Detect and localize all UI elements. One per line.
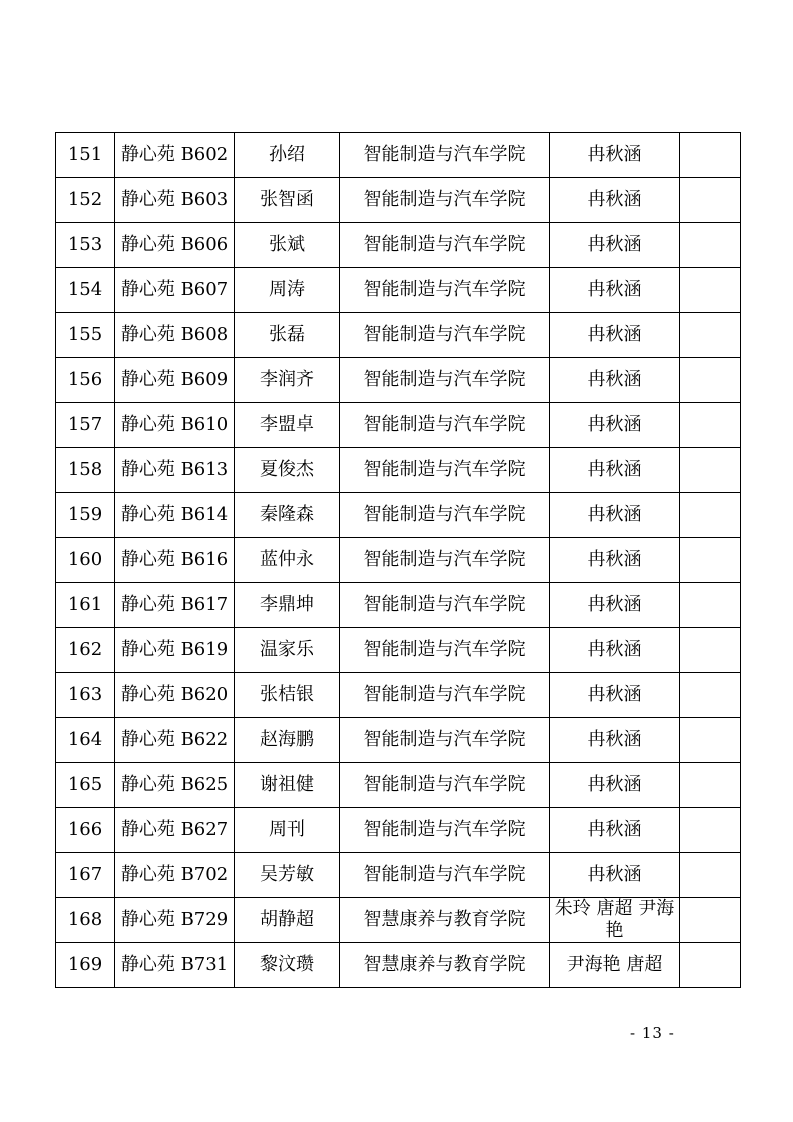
table-row <box>56 583 741 628</box>
row-number-cell: 165 <box>56 763 115 808</box>
college-cell: 智能制造与汽车学院 <box>340 178 550 223</box>
table-row <box>56 403 741 448</box>
remarks-cell <box>680 223 741 268</box>
table-row <box>56 268 741 313</box>
room-cell: 静心苑 B627 <box>115 808 235 853</box>
student-name-cell: 赵海鹏 <box>235 718 340 763</box>
room-cell: 静心苑 B619 <box>115 628 235 673</box>
row-number-cell: 167 <box>56 853 115 898</box>
room-cell: 静心苑 B625 <box>115 763 235 808</box>
room-cell: 静心苑 B613 <box>115 448 235 493</box>
row-number-cell: 156 <box>56 358 115 403</box>
page-number: - 13 - <box>630 1024 675 1042</box>
college-cell: 智能制造与汽车学院 <box>340 628 550 673</box>
student-name-cell: 周涛 <box>235 268 340 313</box>
staff-cell: 冉秋涵 <box>550 268 680 313</box>
room-cell: 静心苑 B616 <box>115 538 235 583</box>
student-name-cell: 李鼎坤 <box>235 583 340 628</box>
room-cell: 静心苑 B702 <box>115 853 235 898</box>
remarks-cell <box>680 448 741 493</box>
row-number-cell: 166 <box>56 808 115 853</box>
row-number-cell: 152 <box>56 178 115 223</box>
table-row <box>56 808 741 853</box>
room-cell: 静心苑 B731 <box>115 943 235 988</box>
college-cell: 智能制造与汽车学院 <box>340 853 550 898</box>
student-name-cell: 张斌 <box>235 223 340 268</box>
college-cell: 智慧康养与教育学院 <box>340 898 550 943</box>
roster-table-body <box>56 133 741 988</box>
remarks-cell <box>680 403 741 448</box>
room-cell: 静心苑 B729 <box>115 898 235 943</box>
row-number-cell: 159 <box>56 493 115 538</box>
table-row <box>56 628 741 673</box>
remarks-cell <box>680 628 741 673</box>
row-number-cell: 164 <box>56 718 115 763</box>
staff-cell: 冉秋涵 <box>550 133 680 178</box>
student-name-cell: 谢祖健 <box>235 763 340 808</box>
table-row <box>56 898 741 943</box>
table-row <box>56 313 741 358</box>
table-row <box>56 718 741 763</box>
staff-cell: 冉秋涵 <box>550 763 680 808</box>
staff-cell: 冉秋涵 <box>550 718 680 763</box>
remarks-cell <box>680 313 741 358</box>
student-name-cell: 周刊 <box>235 808 340 853</box>
row-number-cell: 154 <box>56 268 115 313</box>
room-cell: 静心苑 B608 <box>115 313 235 358</box>
student-name-cell: 夏俊杰 <box>235 448 340 493</box>
remarks-cell <box>680 673 741 718</box>
student-name-cell: 秦隆森 <box>235 493 340 538</box>
remarks-cell <box>680 268 741 313</box>
remarks-cell <box>680 808 741 853</box>
table-row <box>56 223 741 268</box>
room-cell: 静心苑 B610 <box>115 403 235 448</box>
staff-cell: 冉秋涵 <box>550 538 680 583</box>
table-row <box>56 358 741 403</box>
college-cell: 智能制造与汽车学院 <box>340 673 550 718</box>
student-name-cell: 李润齐 <box>235 358 340 403</box>
row-number-cell: 162 <box>56 628 115 673</box>
staff-cell: 朱玲 唐超 尹海艳 <box>550 898 680 943</box>
room-cell: 静心苑 B622 <box>115 718 235 763</box>
student-name-cell: 张智函 <box>235 178 340 223</box>
remarks-cell <box>680 898 741 943</box>
remarks-cell <box>680 943 741 988</box>
staff-cell: 冉秋涵 <box>550 223 680 268</box>
college-cell: 智能制造与汽车学院 <box>340 493 550 538</box>
staff-cell: 冉秋涵 <box>550 358 680 403</box>
college-cell: 智能制造与汽车学院 <box>340 718 550 763</box>
student-name-cell: 黎汶瓒 <box>235 943 340 988</box>
student-name-cell: 胡静超 <box>235 898 340 943</box>
remarks-cell <box>680 583 741 628</box>
college-cell: 智能制造与汽车学院 <box>340 583 550 628</box>
table-row <box>56 673 741 718</box>
college-cell: 智能制造与汽车学院 <box>340 313 550 358</box>
staff-cell: 冉秋涵 <box>550 808 680 853</box>
college-cell: 智能制造与汽车学院 <box>340 223 550 268</box>
row-number-cell: 153 <box>56 223 115 268</box>
college-cell: 智能制造与汽车学院 <box>340 808 550 853</box>
college-cell: 智慧康养与教育学院 <box>340 943 550 988</box>
college-cell: 智能制造与汽车学院 <box>340 358 550 403</box>
student-name-cell: 孙绍 <box>235 133 340 178</box>
room-cell: 静心苑 B602 <box>115 133 235 178</box>
remarks-cell <box>680 178 741 223</box>
college-cell: 智能制造与汽车学院 <box>340 763 550 808</box>
table-row <box>56 853 741 898</box>
staff-cell: 冉秋涵 <box>550 403 680 448</box>
student-name-cell: 张磊 <box>235 313 340 358</box>
table-row <box>56 763 741 808</box>
student-name-cell: 李盟卓 <box>235 403 340 448</box>
row-number-cell: 157 <box>56 403 115 448</box>
room-cell: 静心苑 B607 <box>115 268 235 313</box>
table-row <box>56 943 741 988</box>
student-name-cell: 温家乐 <box>235 628 340 673</box>
dormitory-roster-table <box>55 132 741 988</box>
row-number-cell: 169 <box>56 943 115 988</box>
room-cell: 静心苑 B617 <box>115 583 235 628</box>
staff-cell: 冉秋涵 <box>550 313 680 358</box>
row-number-cell: 161 <box>56 583 115 628</box>
room-cell: 静心苑 B606 <box>115 223 235 268</box>
student-name-cell: 张桔银 <box>235 673 340 718</box>
remarks-cell <box>680 358 741 403</box>
room-cell: 静心苑 B614 <box>115 493 235 538</box>
table-row <box>56 448 741 493</box>
row-number-cell: 158 <box>56 448 115 493</box>
staff-cell: 冉秋涵 <box>550 853 680 898</box>
room-cell: 静心苑 B620 <box>115 673 235 718</box>
table-row <box>56 178 741 223</box>
college-cell: 智能制造与汽车学院 <box>340 448 550 493</box>
college-cell: 智能制造与汽车学院 <box>340 133 550 178</box>
room-cell: 静心苑 B609 <box>115 358 235 403</box>
table-row <box>56 493 741 538</box>
remarks-cell <box>680 718 741 763</box>
staff-cell: 冉秋涵 <box>550 448 680 493</box>
college-cell: 智能制造与汽车学院 <box>340 538 550 583</box>
remarks-cell <box>680 133 741 178</box>
row-number-cell: 151 <box>56 133 115 178</box>
row-number-cell: 163 <box>56 673 115 718</box>
row-number-cell: 168 <box>56 898 115 943</box>
student-name-cell: 蓝仲永 <box>235 538 340 583</box>
student-name-cell: 吴芳敏 <box>235 853 340 898</box>
remarks-cell <box>680 493 741 538</box>
row-number-cell: 160 <box>56 538 115 583</box>
remarks-cell <box>680 853 741 898</box>
college-cell: 智能制造与汽车学院 <box>340 268 550 313</box>
row-number-cell: 155 <box>56 313 115 358</box>
table-row <box>56 538 741 583</box>
table-row <box>56 133 741 178</box>
staff-cell: 冉秋涵 <box>550 493 680 538</box>
remarks-cell <box>680 538 741 583</box>
college-cell: 智能制造与汽车学院 <box>340 403 550 448</box>
room-cell: 静心苑 B603 <box>115 178 235 223</box>
staff-cell: 冉秋涵 <box>550 583 680 628</box>
remarks-cell <box>680 763 741 808</box>
staff-cell: 尹海艳 唐超 <box>550 943 680 988</box>
staff-cell: 冉秋涵 <box>550 628 680 673</box>
staff-cell: 冉秋涵 <box>550 673 680 718</box>
staff-cell: 冉秋涵 <box>550 178 680 223</box>
